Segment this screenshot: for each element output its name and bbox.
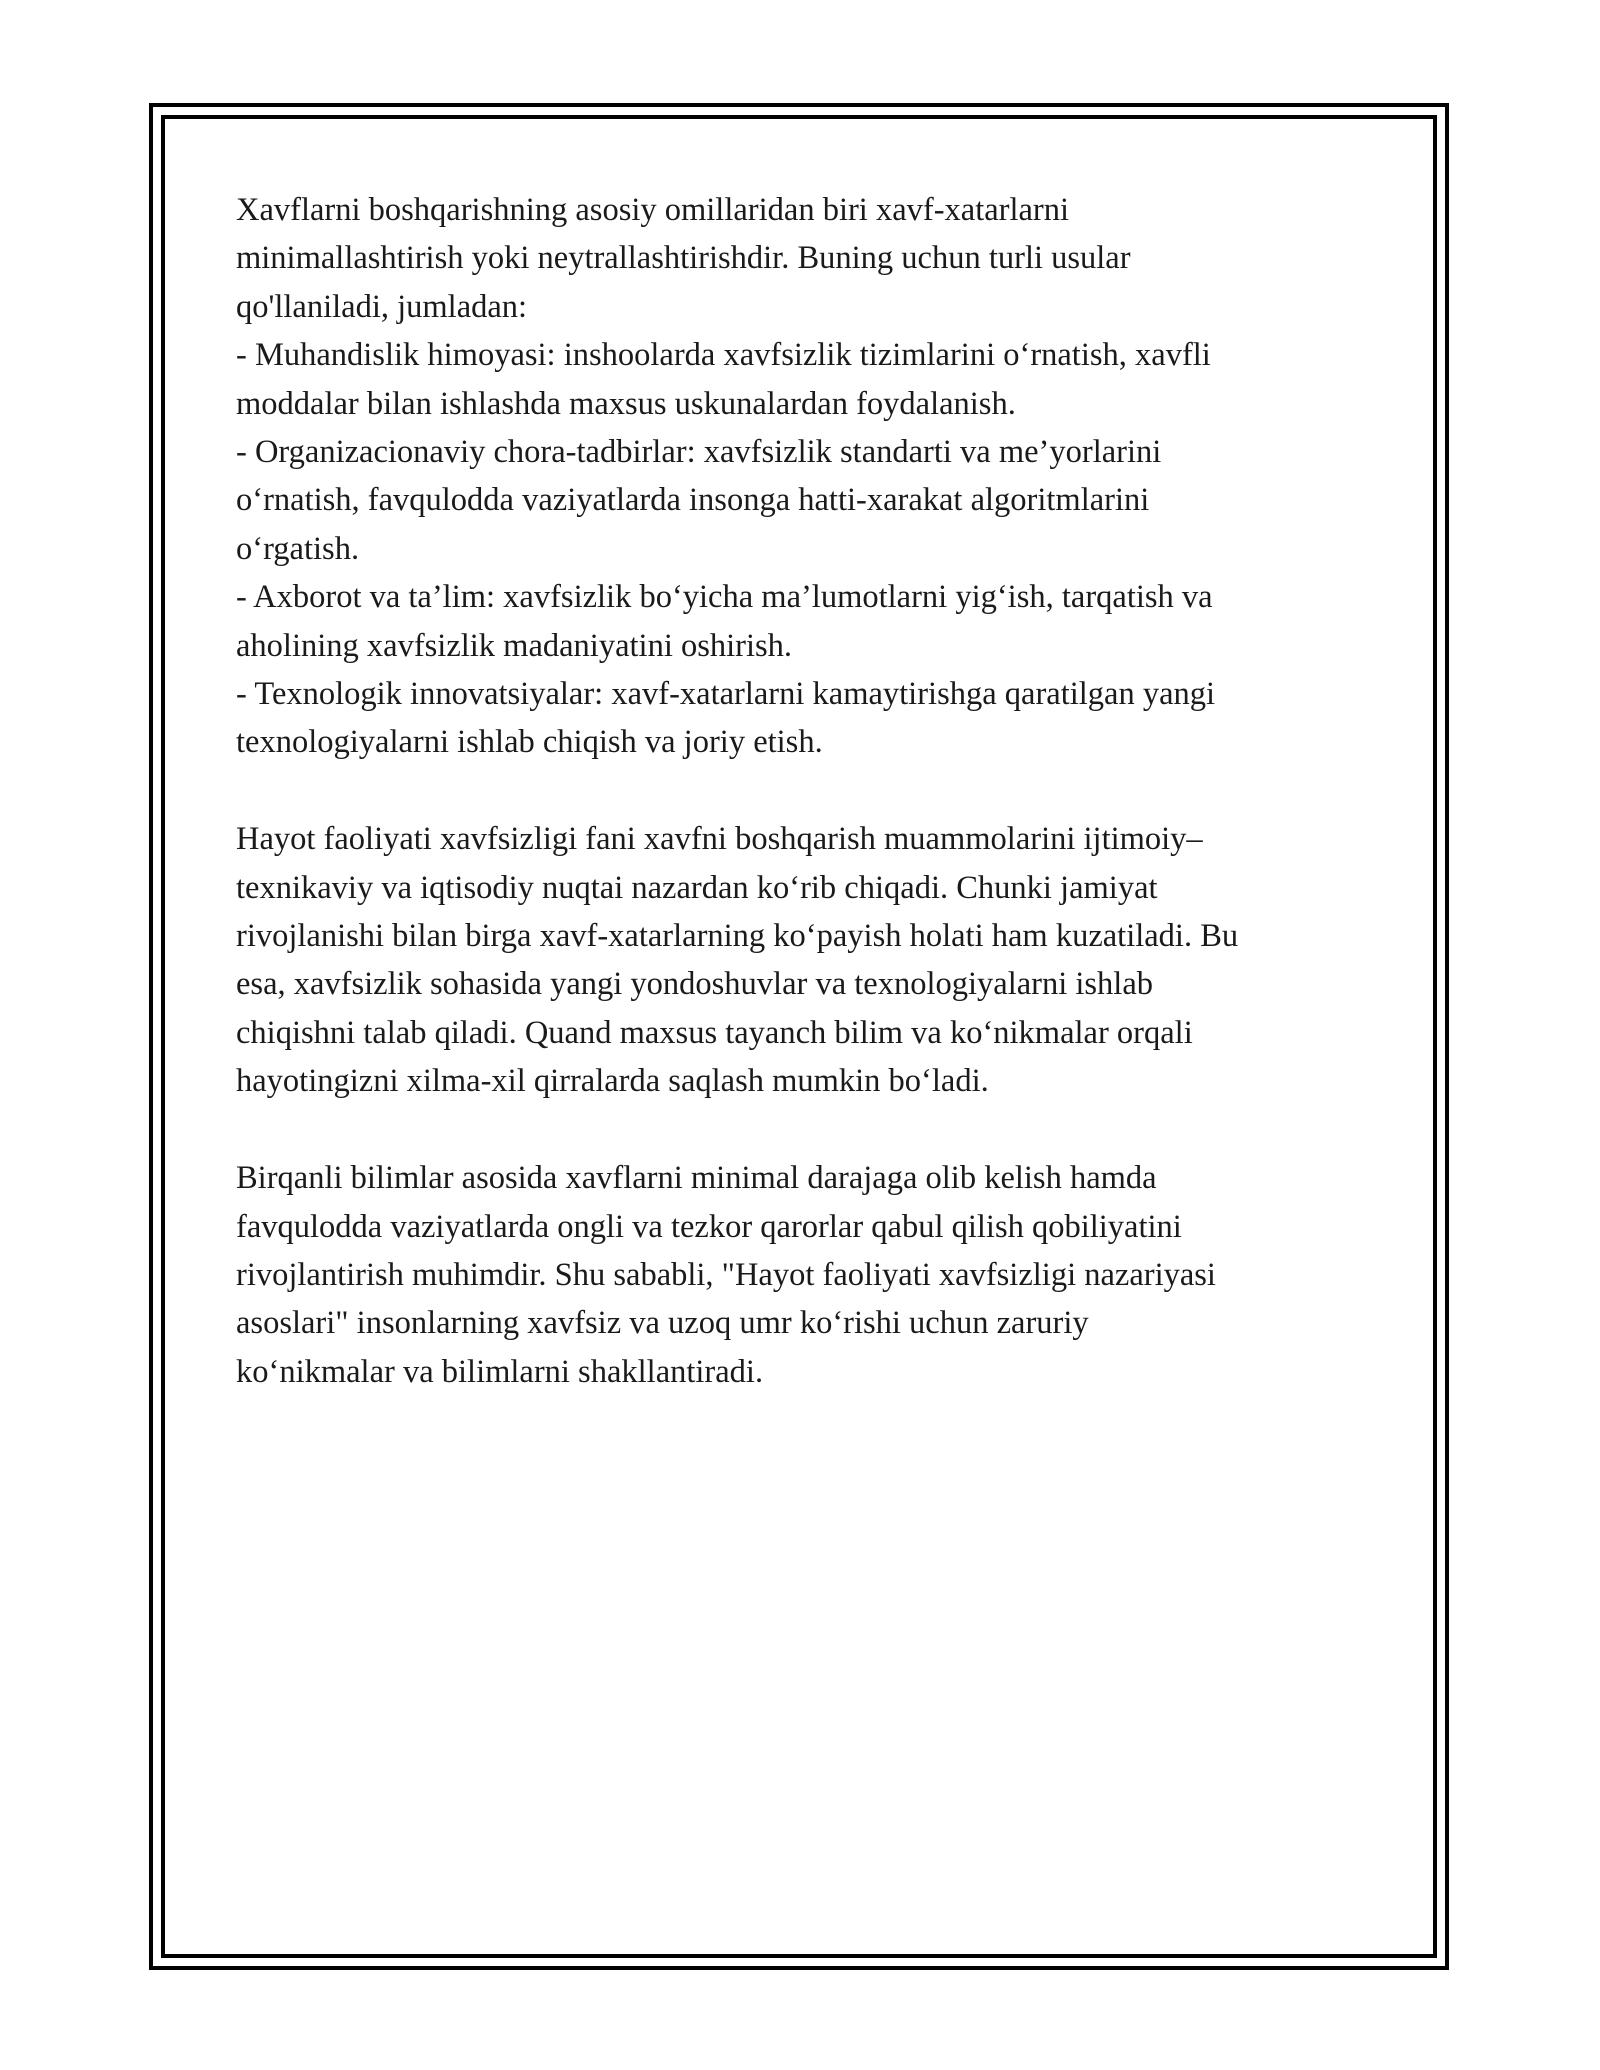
text-line: rivojlanishi bilan birga xavf-xatarlarning ko‘payish holati ham kuzatiladi. Bu: [236, 918, 1239, 955]
text-line: minimallashtirish yoki neytrallashtirishdir. Buning uchun turli usular: [236, 240, 1131, 277]
paragraph-conclusion: [236, 1154, 1376, 1396]
paragraph-spacer: [236, 1106, 1376, 1154]
text-line: ko‘nikmalar va bilimlarni shakllantiradi.: [236, 1353, 764, 1390]
text-line: texnologiyalarni ishlab chiqish va joriy etish.: [236, 724, 823, 761]
text-line: Xavflarni boshqarishning asosiy omillaridan biri xavf-xatarlarni: [236, 192, 1070, 228]
text-line: favqulodda vaziyatlarda ongli va tezkor qarorlar qabul qilish qobiliyatini: [236, 1208, 1182, 1245]
paragraph-risk-management-methods: [236, 186, 1376, 767]
list-item-organizational-measures: - Organizacionaviy chora-tadbirlar: xavfsizlik standarti va me’yorlarini: [236, 434, 1162, 471]
paragraph-life-safety-science: [236, 815, 1376, 1105]
text-line: esa, xavfsizlik sohasida yangi yondoshuvlar va texnologiyalarni ishlab: [236, 966, 1154, 1003]
text-line: chiqishni talab qiladi. Quand maxsus tayanch bilim va ko‘nikmalar orqali: [236, 1014, 1193, 1051]
text-line: o‘rgatish.: [236, 530, 360, 567]
text-line: qo'llaniladi, jumladan:: [236, 288, 528, 325]
text-line: asoslari" insonlarning xavfsiz va uzoq umr ko‘rishi uchun zaruriy: [236, 1305, 1089, 1342]
text-line: hayotingizni xilma-xil qirralarda saqlash mumkin bo‘ladi.: [236, 1063, 989, 1100]
list-item-information-education: - Axborot va ta’lim: xavfsizlik bo‘yicha ma’lumotlarni yig‘ish, tarqatish va: [236, 579, 1213, 616]
text-line: o‘rnatish, favqulodda vaziyatlarda insonga hatti-xarakat algoritmlarini: [236, 482, 1150, 519]
document-body: [236, 186, 1376, 1396]
list-item-engineering-protection: - Muhandislik himoyasi: inshoolarda xavfsizlik tizimlarini o‘rnatish, xavfli: [236, 337, 1211, 374]
text-line: Birqanli bilimlar asosida xavflarni minimal darajaga olib kelish hamda: [236, 1160, 1157, 1197]
text-line: texnikaviy va iqtisodiy nuqtai nazardan ko‘rib chiqadi. Chunki jamiyat: [236, 869, 1158, 906]
paragraph-spacer: [236, 767, 1376, 815]
text-line: rivojlantirish muhimdir. Shu sababli, "Hayot faoliyati xavfsizligi nazariyasi: [236, 1256, 1216, 1293]
text-line: Hayot faoliyati xavfsizligi fani xavfni boshqarish muammolarini ijtimoiy–: [236, 821, 1203, 858]
list-item-technological-innovations: - Texnologik innovatsiyalar: xavf-xatarlarni kamaytirishga qaratilgan yangi: [236, 676, 1216, 713]
text-line: aholining xavfsizlik madaniyatini oshirish.: [236, 627, 793, 664]
text-line: moddalar bilan ishlashda maxsus uskunalardan foydalanish.: [236, 385, 1016, 422]
